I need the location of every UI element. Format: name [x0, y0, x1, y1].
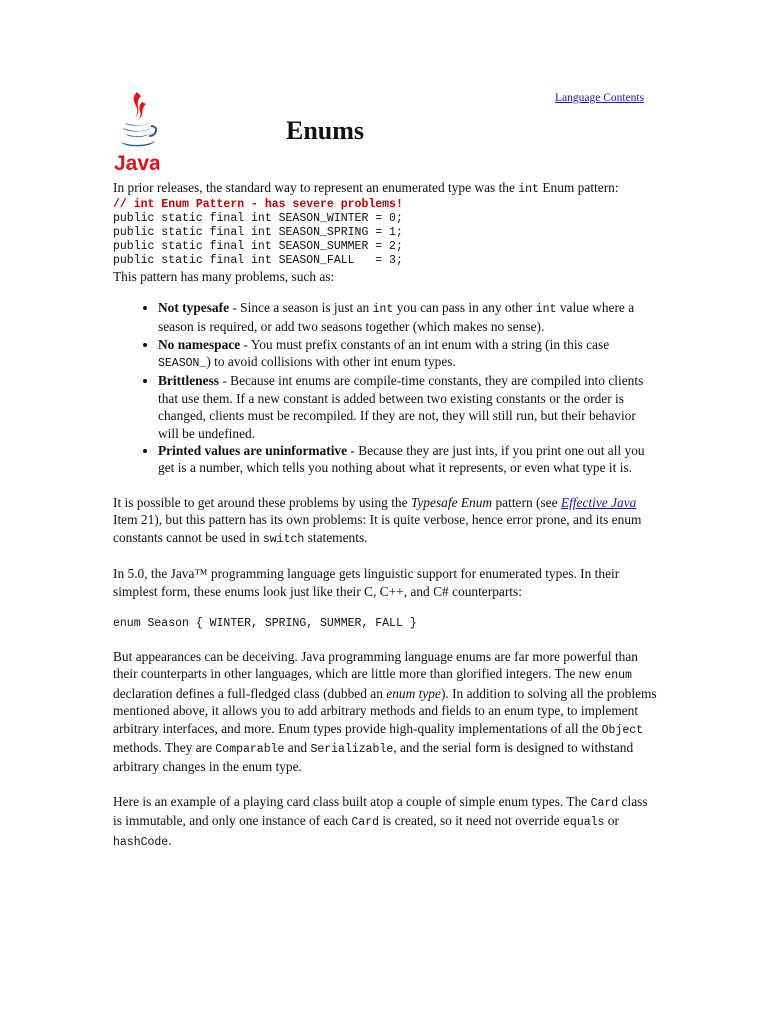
language-contents-link[interactable]: Language Contents	[555, 92, 645, 104]
java-cup-icon	[113, 90, 159, 176]
int-enum-code-block	[113, 198, 658, 268]
java-logo	[113, 90, 159, 176]
intro-paragraph: In prior releases, the standard way to represent an enumerated type was the int Enum pattern:	[113, 180, 619, 196]
list-item: • No namespace - You must prefix constants of an int enum with a string (in this case SEASON_) to avoid collisions with other int enum types.	[158, 336, 658, 373]
code-line: public static final int SEASON_WINTER = 0;	[113, 212, 403, 226]
code-line: public static final int SEASON_FALL = 3;	[113, 254, 403, 268]
problems-list	[113, 299, 658, 477]
code-comment: // int Enum Pattern - has severe problems!	[113, 198, 403, 212]
effective-java-link[interactable]: Effective Java	[560, 494, 637, 510]
page-title: Enums	[286, 116, 365, 145]
code-line: public static final int SEASON_SPRING = 1;	[113, 226, 403, 240]
java5-paragraph: In 5.0, the Java™ programming language gets linguistic support for enumerated types. In their simplest form, these enums look just like their C, C++, and C# counterparts:	[113, 566, 620, 599]
list-item: • Not typesafe - Since a season is just an int you can pass in any other int value where a season is required, or add two seasons together (which makes no sense).	[158, 299, 658, 336]
enum-code-block: enum Season { WINTER, SPRING, SUMMER, FALL }	[113, 616, 417, 630]
typesafe-paragraph: It is possible to get around these problems by using the Typesafe Enum pattern (see Effective Java Item 21), but this pattern has its own problems: It is quite verbose, hence error prone, and its enum constants cannot be used in switch statements.	[113, 494, 642, 546]
java-logo-text: Java	[114, 152, 159, 175]
code-line: public static final int SEASON_SUMMER = 2;	[113, 240, 403, 254]
main-content	[113, 179, 658, 851]
list-item: • Brittleness - Because int enums are compile-time constants, they are compiled into clients that use them. If a new constant is added between two existing constants or the order is changed, clients must be recompiled. If they are not, they will still run, but their behavior will be undefined.	[158, 372, 658, 442]
card-paragraph: Here is an example of a playing card class built atop a couple of simple enum types. The Card class is immutable, and only one instance of each Card is created, so it need not override equals or hashCode.	[113, 793, 648, 849]
list-item: • Printed values are uninformative - Because they are just ints, if you print one out all you get is a number, which tells you nothing about what it represents, or even what type it is.	[158, 442, 658, 477]
appearances-paragraph: But appearances can be deceiving. Java programming language enums are far more powerful than their counterparts in other languages, which are little more than glorified integers. The new enum declaration defines a full-fledged class (dubbed an enum type). In addition to solving all the problems mentioned above, it allows you to add arbitrary methods and fields to an enum type, to implement arbitrary interfaces, and more. Enum types provide high-quality implementations of all the Object methods. They are Comparable and Serializable, and the serial form is designed to withstand arbitrary changes in the enum type.	[113, 648, 657, 775]
problems-intro: This pattern has many problems, such as:	[113, 269, 335, 285]
